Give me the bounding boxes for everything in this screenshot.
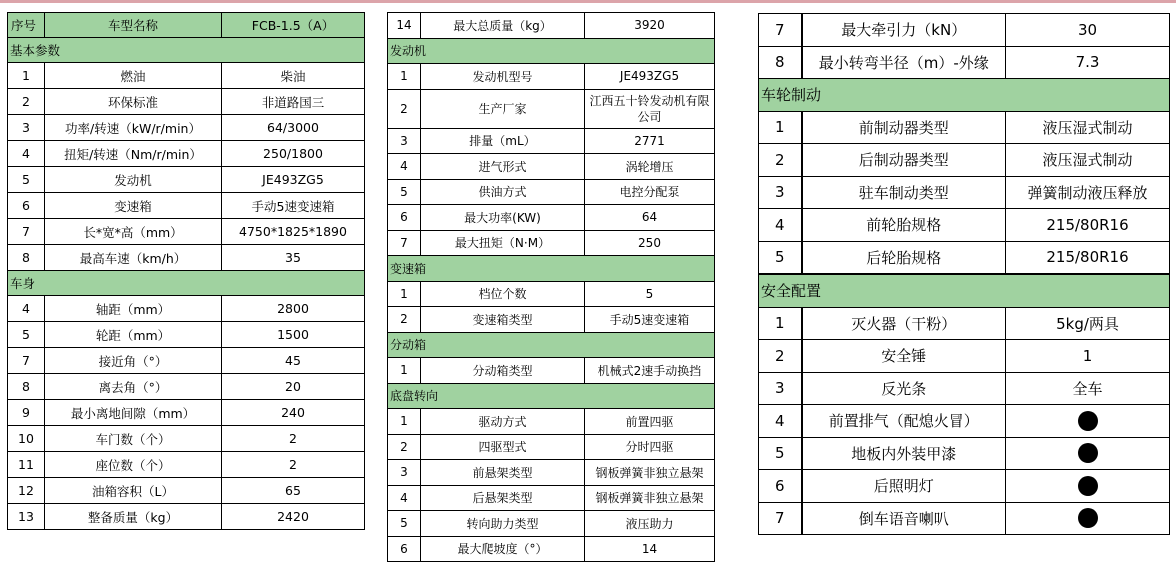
table-row bbox=[388, 230, 715, 256]
section-transfer-case bbox=[388, 332, 715, 358]
row-no: 10 bbox=[8, 426, 45, 452]
row-value: 215/80R16 bbox=[1006, 209, 1170, 242]
row-value: 手动5速变速箱 bbox=[585, 307, 715, 333]
row-value: 分时四驱 bbox=[585, 434, 715, 460]
table-row bbox=[759, 144, 1170, 177]
row-name: 排量（mL） bbox=[421, 128, 585, 154]
row-name: 后轮胎规格 bbox=[802, 241, 1006, 274]
row-name: 转向助力类型 bbox=[421, 511, 585, 537]
row-value: 30 bbox=[1006, 14, 1170, 47]
row-value: 1 bbox=[1006, 340, 1170, 373]
section-title: 车轮制动 bbox=[759, 79, 1170, 112]
row-no: 6 bbox=[759, 470, 802, 503]
row-no: 9 bbox=[8, 400, 45, 426]
row-value: 2420 bbox=[222, 504, 365, 530]
row-no: 5 bbox=[759, 241, 802, 274]
row-value: 250/1800 bbox=[222, 141, 365, 167]
row-name: 驻车制动类型 bbox=[802, 176, 1006, 209]
row-value: 涡轮增压 bbox=[585, 154, 715, 180]
row-no: 2 bbox=[388, 434, 421, 460]
row-name: 座位数（个） bbox=[45, 452, 222, 478]
row-name: 分动箱类型 bbox=[421, 358, 585, 384]
table-row bbox=[8, 245, 365, 271]
row-no: 5 bbox=[388, 511, 421, 537]
row-name: 倒车语音喇叭 bbox=[802, 502, 1006, 535]
row-no: 2 bbox=[759, 340, 802, 373]
table-row bbox=[759, 437, 1170, 470]
row-name: 地板内外装甲漆 bbox=[802, 437, 1006, 470]
row-no: 6 bbox=[388, 205, 421, 231]
row-name: 最大爬坡度（°） bbox=[421, 536, 585, 562]
row-name: 生产厂家 bbox=[421, 89, 585, 128]
row-no: 12 bbox=[8, 478, 45, 504]
table-row bbox=[388, 536, 715, 562]
row-name: 四驱型式 bbox=[421, 434, 585, 460]
table-row bbox=[388, 128, 715, 154]
row-value bbox=[1006, 470, 1170, 503]
row-value: 弹簧制动液压释放 bbox=[1006, 176, 1170, 209]
table-row bbox=[759, 502, 1170, 535]
row-no: 1 bbox=[388, 281, 421, 307]
row-no: 6 bbox=[388, 536, 421, 562]
standard-feature-dot-icon bbox=[1078, 411, 1098, 431]
row-name: 轮距（mm） bbox=[45, 322, 222, 348]
row-name: 扭矩/转速（Nm/r/min） bbox=[45, 141, 222, 167]
row-name: 驱动方式 bbox=[421, 409, 585, 435]
row-no: 6 bbox=[8, 193, 45, 219]
row-name: 最大总质量（kg） bbox=[421, 13, 585, 39]
row-name: 变速箱类型 bbox=[421, 307, 585, 333]
row-value: 电控分配泵 bbox=[585, 179, 715, 205]
table-row bbox=[388, 281, 715, 307]
section-title: 分动箱 bbox=[388, 332, 715, 358]
row-no: 3 bbox=[8, 115, 45, 141]
table-row bbox=[759, 372, 1170, 405]
row-no: 4 bbox=[388, 485, 421, 511]
row-name: 车门数（个） bbox=[45, 426, 222, 452]
header-model: FCB-1.5（A） bbox=[222, 13, 365, 38]
row-value: 215/80R16 bbox=[1006, 241, 1170, 274]
table-row bbox=[759, 46, 1170, 79]
table-row bbox=[759, 14, 1170, 47]
row-name: 后制动器类型 bbox=[802, 144, 1006, 177]
table-row bbox=[8, 219, 365, 245]
row-no: 4 bbox=[8, 296, 45, 322]
standard-feature-dot-icon bbox=[1078, 443, 1098, 463]
row-value: 64/3000 bbox=[222, 115, 365, 141]
row-value: 20 bbox=[222, 374, 365, 400]
row-value: 35 bbox=[222, 245, 365, 271]
row-name: 最大功率(KW) bbox=[421, 205, 585, 231]
row-value: 液压助力 bbox=[585, 511, 715, 537]
section-engine bbox=[388, 38, 715, 64]
row-value: 250 bbox=[585, 230, 715, 256]
row-value: 机械式2速手动换挡 bbox=[585, 358, 715, 384]
section-chassis-steering bbox=[388, 383, 715, 409]
row-value: JE493ZG5 bbox=[222, 167, 365, 193]
row-no: 4 bbox=[759, 209, 802, 242]
table-header-row bbox=[8, 13, 365, 38]
row-value: 2771 bbox=[585, 128, 715, 154]
row-name: 长*宽*高（mm） bbox=[45, 219, 222, 245]
table-row bbox=[8, 193, 365, 219]
row-value: 液压湿式制动 bbox=[1006, 111, 1170, 144]
spec-table-left bbox=[7, 12, 365, 530]
row-name: 供油方式 bbox=[421, 179, 585, 205]
row-value bbox=[1006, 405, 1170, 438]
table-row bbox=[388, 460, 715, 486]
table-row bbox=[388, 358, 715, 384]
row-value: 钢板弹簧非独立悬架 bbox=[585, 485, 715, 511]
row-no: 3 bbox=[759, 372, 802, 405]
row-no: 1 bbox=[388, 409, 421, 435]
row-value: 全车 bbox=[1006, 372, 1170, 405]
row-value: 5 bbox=[585, 281, 715, 307]
row-no: 8 bbox=[8, 374, 45, 400]
section-body bbox=[8, 271, 365, 296]
section-title: 车身 bbox=[8, 271, 365, 296]
row-value bbox=[1006, 437, 1170, 470]
row-name: 变速箱 bbox=[45, 193, 222, 219]
row-no: 11 bbox=[8, 452, 45, 478]
row-name: 后照明灯 bbox=[802, 470, 1006, 503]
table-row bbox=[388, 307, 715, 333]
row-value: 柴油 bbox=[222, 63, 365, 89]
table-row bbox=[388, 205, 715, 231]
row-value: 钢板弹簧非独立悬架 bbox=[585, 460, 715, 486]
table-row bbox=[8, 296, 365, 322]
row-name: 灭火器（干粉） bbox=[802, 307, 1006, 340]
table-row bbox=[388, 434, 715, 460]
row-value bbox=[1006, 502, 1170, 535]
row-no: 1 bbox=[388, 358, 421, 384]
row-no: 8 bbox=[8, 245, 45, 271]
row-value: 14 bbox=[585, 536, 715, 562]
table-row bbox=[388, 511, 715, 537]
section-basic-params bbox=[8, 38, 365, 63]
table-row bbox=[759, 209, 1170, 242]
table-row bbox=[759, 405, 1170, 438]
row-value: 4750*1825*1890 bbox=[222, 219, 365, 245]
row-no: 4 bbox=[8, 141, 45, 167]
row-no: 1 bbox=[759, 307, 802, 340]
row-value: 江西五十铃发动机有限公司 bbox=[585, 89, 715, 128]
row-no: 5 bbox=[759, 437, 802, 470]
row-value: 非道路国三 bbox=[222, 89, 365, 115]
table-row bbox=[8, 348, 365, 374]
row-no: 1 bbox=[388, 64, 421, 90]
table-row bbox=[388, 154, 715, 180]
row-name: 反光条 bbox=[802, 372, 1006, 405]
row-value: 2800 bbox=[222, 296, 365, 322]
row-name: 前制动器类型 bbox=[802, 111, 1006, 144]
row-name: 最高车速（km/h） bbox=[45, 245, 222, 271]
header-no: 序号 bbox=[8, 13, 45, 38]
row-no: 4 bbox=[388, 154, 421, 180]
row-name: 最小离地间隙（mm） bbox=[45, 400, 222, 426]
table-row bbox=[759, 307, 1170, 340]
section-title: 安全配置 bbox=[759, 274, 1170, 307]
row-value: JE493ZG5 bbox=[585, 64, 715, 90]
row-no: 1 bbox=[8, 63, 45, 89]
table-row bbox=[388, 64, 715, 90]
section-transmission bbox=[388, 256, 715, 282]
spec-table-middle bbox=[387, 12, 715, 562]
row-name: 整备质量（kg） bbox=[45, 504, 222, 530]
table-row bbox=[759, 340, 1170, 373]
row-value: 240 bbox=[222, 400, 365, 426]
row-name: 发动机型号 bbox=[421, 64, 585, 90]
row-value: 2 bbox=[222, 426, 365, 452]
row-no: 1 bbox=[759, 111, 802, 144]
row-no: 3 bbox=[759, 176, 802, 209]
row-value: 3920 bbox=[585, 13, 715, 39]
table-row bbox=[8, 141, 365, 167]
row-name: 安全锤 bbox=[802, 340, 1006, 373]
section-title: 发动机 bbox=[388, 38, 715, 64]
row-value: 1500 bbox=[222, 322, 365, 348]
table-row bbox=[8, 115, 365, 141]
row-no: 7 bbox=[8, 348, 45, 374]
row-name: 离去角（°） bbox=[45, 374, 222, 400]
table-row bbox=[388, 13, 715, 39]
row-no: 7 bbox=[759, 14, 802, 47]
row-name: 最小转弯半径（m）-外缘 bbox=[802, 46, 1006, 79]
header-name: 车型名称 bbox=[45, 13, 222, 38]
section-title: 基本参数 bbox=[8, 38, 365, 63]
row-name: 进气形式 bbox=[421, 154, 585, 180]
table-row bbox=[388, 89, 715, 128]
table-row bbox=[8, 426, 365, 452]
row-value: 液压湿式制动 bbox=[1006, 144, 1170, 177]
row-no: 2 bbox=[388, 307, 421, 333]
table-row bbox=[759, 111, 1170, 144]
table-row bbox=[759, 470, 1170, 503]
row-no: 5 bbox=[388, 179, 421, 205]
table-row bbox=[8, 167, 365, 193]
table-row bbox=[388, 485, 715, 511]
row-name: 燃油 bbox=[45, 63, 222, 89]
section-title: 底盘转向 bbox=[388, 383, 715, 409]
row-name: 最大牵引力（kN） bbox=[802, 14, 1006, 47]
table-row bbox=[388, 409, 715, 435]
row-value: 手动5速变速箱 bbox=[222, 193, 365, 219]
row-no: 7 bbox=[388, 230, 421, 256]
table-row bbox=[8, 504, 365, 530]
row-no: 14 bbox=[388, 13, 421, 39]
table-row bbox=[759, 176, 1170, 209]
row-no: 7 bbox=[759, 502, 802, 535]
row-no: 5 bbox=[8, 167, 45, 193]
table-row bbox=[388, 179, 715, 205]
row-name: 环保标准 bbox=[45, 89, 222, 115]
table-row bbox=[8, 374, 365, 400]
standard-feature-dot-icon bbox=[1078, 476, 1098, 496]
table-row bbox=[8, 478, 365, 504]
row-no: 8 bbox=[759, 46, 802, 79]
row-value: 45 bbox=[222, 348, 365, 374]
row-name: 档位个数 bbox=[421, 281, 585, 307]
row-value: 7.3 bbox=[1006, 46, 1170, 79]
row-value: 2 bbox=[222, 452, 365, 478]
row-no: 5 bbox=[8, 322, 45, 348]
row-name: 发动机 bbox=[45, 167, 222, 193]
row-no: 3 bbox=[388, 128, 421, 154]
section-safety bbox=[759, 274, 1170, 307]
table-row bbox=[8, 400, 365, 426]
standard-feature-dot-icon bbox=[1078, 508, 1098, 528]
row-name: 接近角（°） bbox=[45, 348, 222, 374]
section-title: 变速箱 bbox=[388, 256, 715, 282]
row-no: 13 bbox=[8, 504, 45, 530]
row-no: 2 bbox=[388, 89, 421, 128]
row-name: 油箱容积（L） bbox=[45, 478, 222, 504]
row-value: 前置四驱 bbox=[585, 409, 715, 435]
spec-table-right bbox=[758, 13, 1170, 535]
row-name: 前置排气（配熄火冒） bbox=[802, 405, 1006, 438]
row-value: 64 bbox=[585, 205, 715, 231]
row-no: 7 bbox=[8, 219, 45, 245]
table-row bbox=[8, 63, 365, 89]
top-border-line bbox=[0, 0, 1176, 3]
table-row bbox=[8, 322, 365, 348]
row-no: 4 bbox=[759, 405, 802, 438]
row-name: 功率/转速（kW/r/min） bbox=[45, 115, 222, 141]
row-name: 轴距（mm） bbox=[45, 296, 222, 322]
row-no: 2 bbox=[8, 89, 45, 115]
row-name: 前轮胎规格 bbox=[802, 209, 1006, 242]
row-value: 65 bbox=[222, 478, 365, 504]
row-no: 2 bbox=[759, 144, 802, 177]
row-value: 5kg/两具 bbox=[1006, 307, 1170, 340]
row-name: 前悬架类型 bbox=[421, 460, 585, 486]
row-name: 后悬架类型 bbox=[421, 485, 585, 511]
row-name: 最大扭矩（N·M） bbox=[421, 230, 585, 256]
table-row bbox=[8, 452, 365, 478]
table-row bbox=[759, 241, 1170, 274]
row-no: 3 bbox=[388, 460, 421, 486]
section-wheel-brake bbox=[759, 79, 1170, 112]
table-row bbox=[8, 89, 365, 115]
